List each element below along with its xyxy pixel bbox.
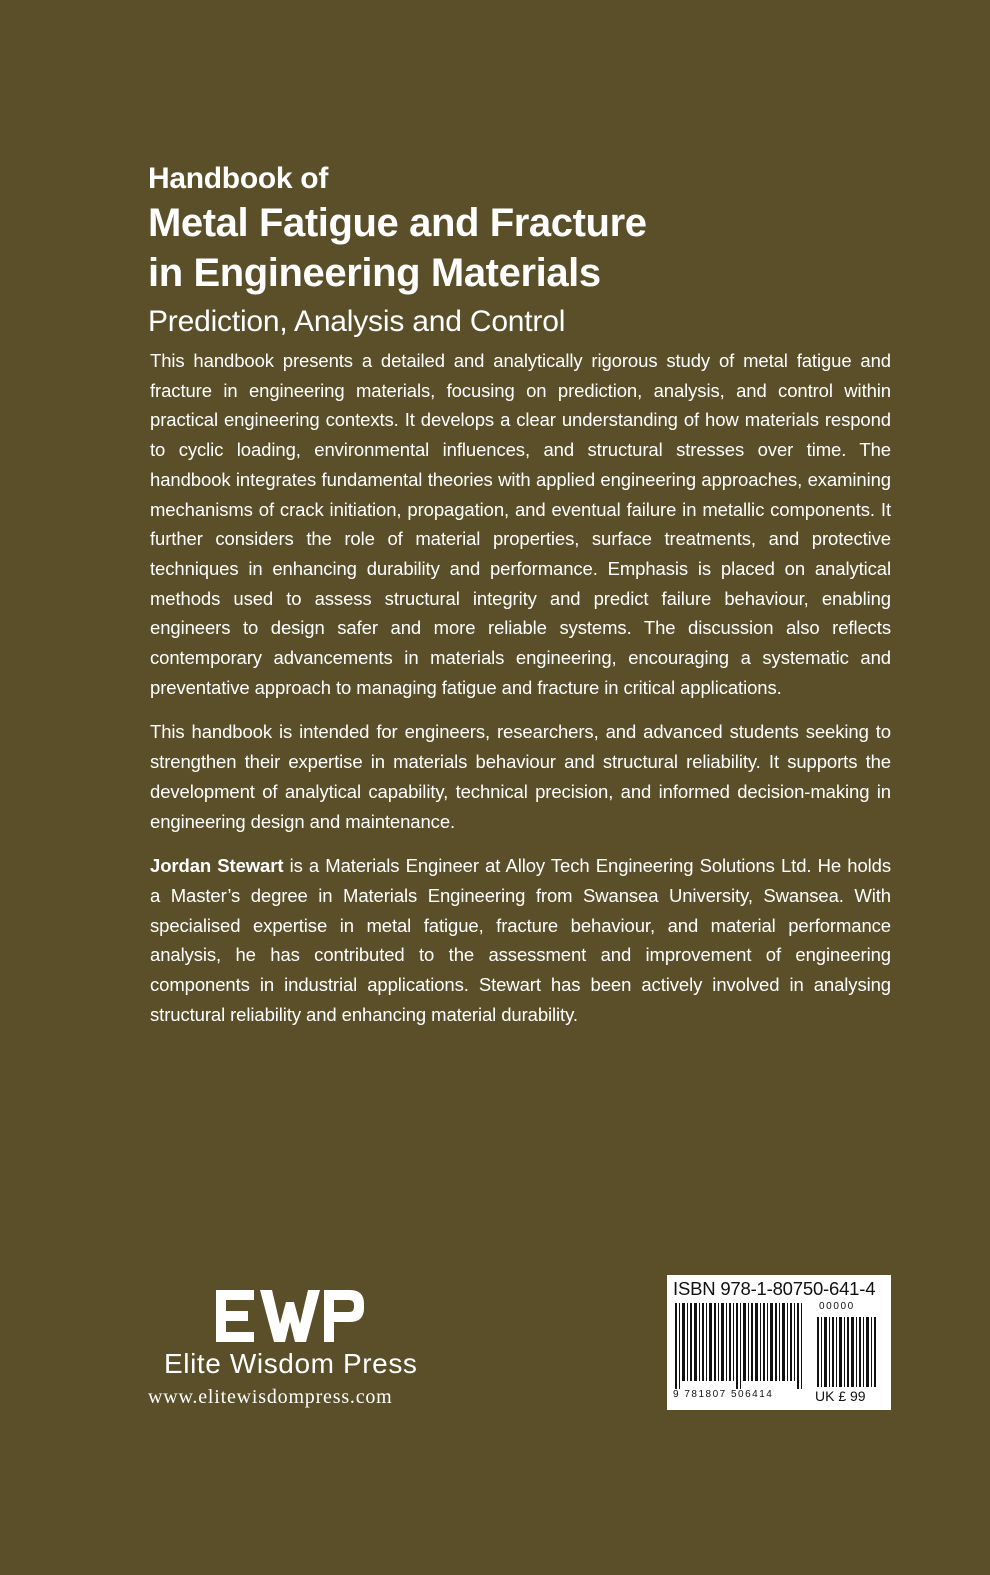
barcode-addon-digits: 00000 <box>819 1301 855 1312</box>
isbn-number: ISBN 978-1-80750-641-4 <box>673 1278 876 1299</box>
author-name: Jordan Stewart <box>150 855 284 877</box>
barcode-icon <box>673 1303 885 1389</box>
title-line-2: in Engineering Materials <box>148 251 601 295</box>
author-bio-text: is a Materials Engineer at Alloy Tech Engineering Solutions Ltd. He holds a Master’s degree in Materials Engineering from Swansea University, Swansea. With specialised expertise in metal fatigue, fracture behaviour, and material performance analysis, he has contributed to the assessment and improvement of engineering components in industrial applications. Stewart has been actively involved in analysing structural reliability and enhancing material durability. <box>150 855 891 1025</box>
title-line-1: Metal Fatigue and Fracture <box>148 201 647 245</box>
publisher-name: Elite Wisdom Press <box>164 1348 418 1379</box>
author-bio <box>150 851 891 1029</box>
price-label: UK £ 99 <box>815 1388 866 1404</box>
title-prefix: Handbook of <box>148 162 329 195</box>
ewp-logo-icon <box>216 1290 364 1342</box>
blurb-paragraph-1: This handbook presents a detailed and analytically rigorous study of metal fatigue and fracture in engineering materials, focusing on prediction, analysis, and control within practical engineering contexts. It develops a clear understanding of how materials respond to cyclic loading, environmental influences, and structural stresses over time. The handbook integrates fundamental theories with applied engineering approaches, examining mechanisms of crack initiation, propagation, and eventual failure in metallic components. It further considers the role of material properties, surface treatments, and protective techniques in enhancing durability and performance. Emphasis is placed on analytical methods used to assess structural integrity and predict failure behaviour, enabling engineers to design safer and more reliable systems. The discussion also reflects contemporary advancements in materials engineering, encouraging a systematic and preventative approach to managing fatigue and fracture in critical applications. <box>150 350 891 698</box>
barcode-digits: 9 781807 506414 <box>673 1389 774 1400</box>
isbn-barcode-panel <box>667 1275 891 1410</box>
subtitle: Prediction, Analysis and Control <box>148 305 566 338</box>
blurb <box>150 346 891 1044</box>
publisher-url: www.elitewisdompress.com <box>148 1386 393 1408</box>
blurb-paragraph-2: This handbook is intended for engineers, researchers, and advanced students seeking to strengthen their expertise in materials behaviour and structural reliability. It supports the development of analytical capability, technical precision, and informed decision-making in engineering design and maintenance. <box>150 721 891 832</box>
title-block <box>148 160 868 344</box>
